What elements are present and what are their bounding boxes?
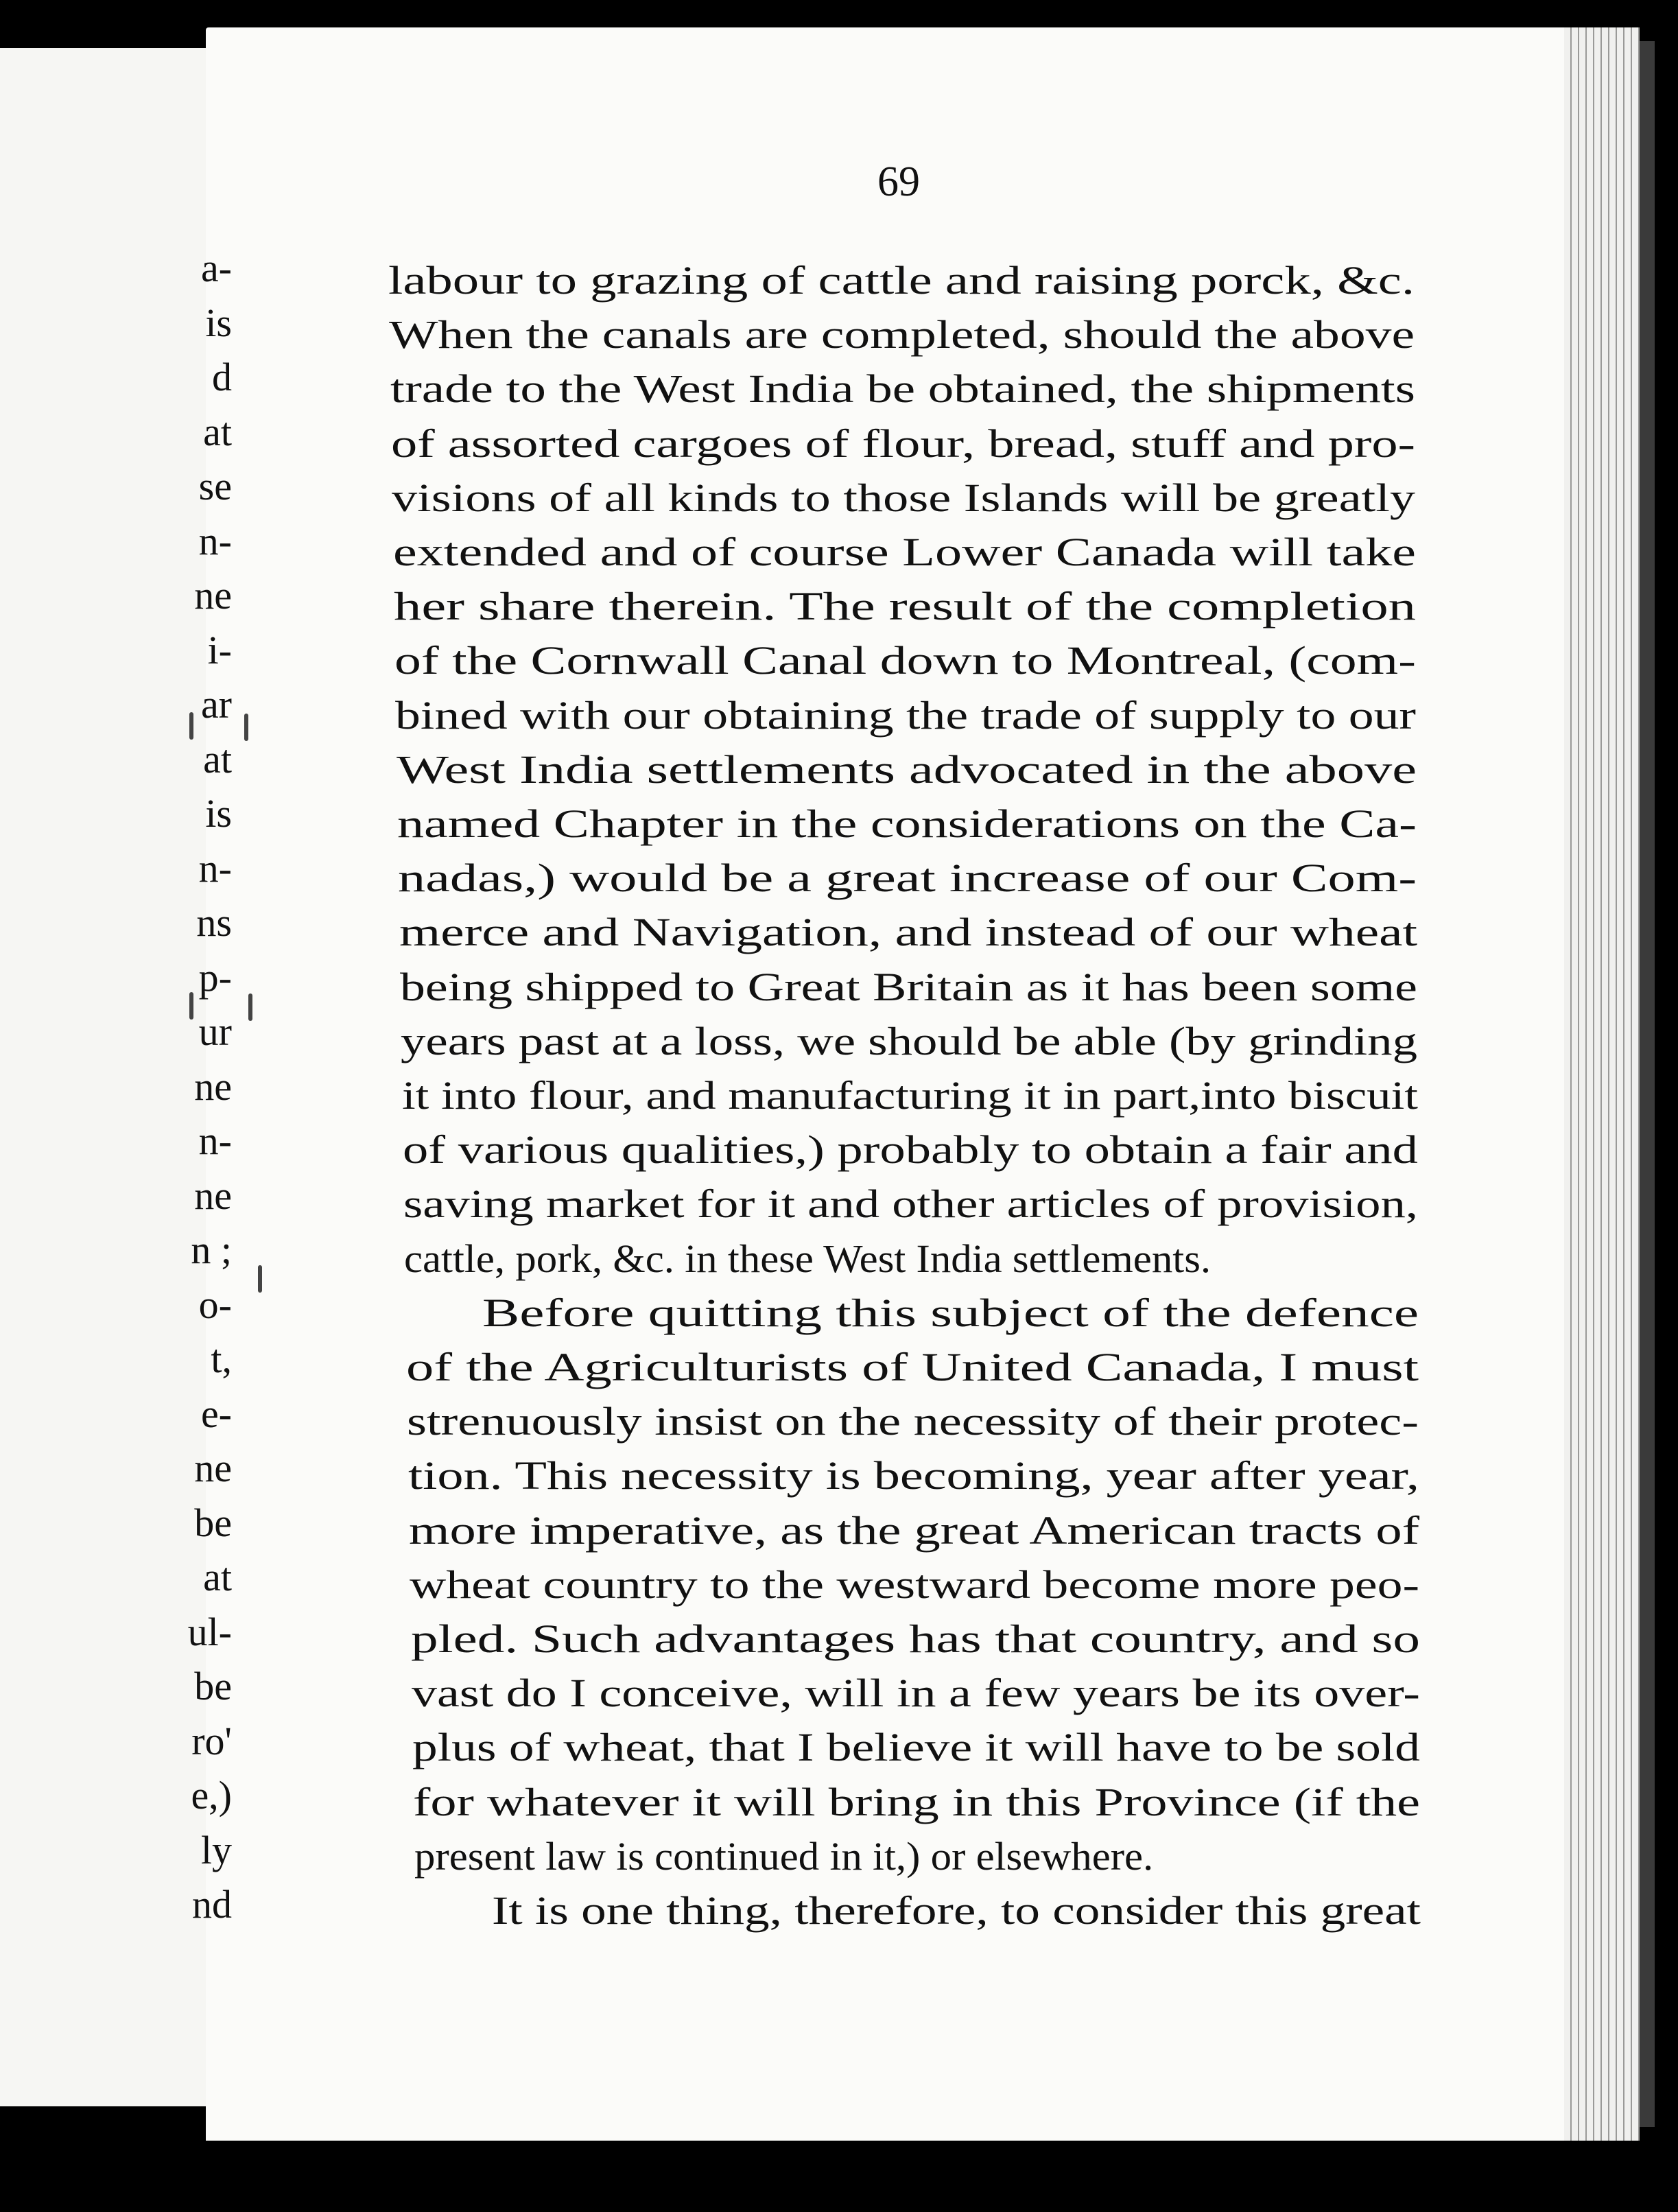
margin-mark [189, 712, 193, 740]
left-page-line-fragment: t, [211, 1337, 232, 1381]
left-page-line-fragment: i- [207, 627, 232, 672]
text-line: saving market for it and other articles of provision, [403, 1181, 1419, 1227]
left-page-line-fragment: be [194, 1664, 232, 1708]
text-line: for whatever it will bring in this Province (if the [413, 1779, 1421, 1824]
text-line: cattle, pork, &c. in these West India settlements. [404, 1236, 1212, 1281]
text-line: years past at a loss, we should be able (by grinding [401, 1018, 1418, 1063]
text-line: extended and of course Lower Canada will take [392, 530, 1416, 574]
left-page-line-fragment: p- [198, 954, 232, 1000]
left-page-line-fragment: at [203, 1555, 232, 1599]
text-line: vast do I conceive, will in a few years be its over- [411, 1671, 1420, 1716]
text-line: strenuously insist on the necessity of their protec- [407, 1399, 1419, 1444]
text-line: trade to the West India be obtained, the shipments [390, 366, 1415, 412]
left-page-line-fragment: ur [198, 1009, 232, 1054]
text-line: When the canals are completed, should the above [389, 312, 1415, 357]
margin-mark [244, 714, 248, 741]
text-line: merce and Navigation, and instead of our wheat [399, 910, 1417, 955]
text-line: It is one thing, therefore, to consider this great [492, 1888, 1421, 1933]
left-page-line-fragment: e- [200, 1391, 232, 1436]
text-line: present law is continued in it,) or elsewhere. [414, 1833, 1153, 1879]
left-page-line-fragment: is [205, 791, 232, 836]
left-page-line-fragment: d [212, 355, 232, 399]
text-line: being shipped to Great Britain as it has been some [399, 964, 1417, 1009]
text-line: labour to grazing of cattle and raising porck, &c. [388, 258, 1415, 303]
left-page-line-fragment: n- [198, 1118, 232, 1163]
left-page-line-fragment: at [203, 736, 232, 781]
left-page-line-fragment: nd [192, 1882, 232, 1927]
text-line: of the Cornwall Canal down to Montreal, (com- [394, 638, 1417, 683]
margin-mark [189, 992, 193, 1020]
text-line: of assorted cargoes of flour, bread, stuff and pro- [390, 421, 1415, 466]
text-line: tion. This necessity is becoming, year after year, [407, 1453, 1419, 1498]
text-line: wheat country to the westward become more peo- [410, 1562, 1420, 1607]
margin-mark [258, 1265, 262, 1293]
text-line: named Chapter in the considerations on the Ca- [397, 801, 1417, 846]
left-page-line-fragment: e,) [191, 1773, 232, 1817]
left-page-line-fragment: ne [194, 1063, 232, 1109]
left-page-line-fragment: ul- [187, 1609, 232, 1654]
left-page-line-fragment: se [198, 464, 232, 508]
left-page-line-fragment: ro' [191, 1718, 232, 1763]
left-page-line-fragment: ne [194, 1446, 232, 1490]
left-page-line-fragment: ar [200, 682, 232, 727]
left-page-line-fragment: n- [198, 518, 232, 563]
text-line: it into flour, and manufacturing it in part,into biscuit [401, 1073, 1418, 1118]
page-number: 69 [877, 158, 920, 205]
text-line: plus of wheat, that I believe it will have to be sold [412, 1725, 1421, 1770]
text-line: Before quitting this subject of the defence [482, 1290, 1419, 1335]
text-line: more imperative, as the great American tracts of [408, 1507, 1419, 1553]
left-page-line-fragment: ly [200, 1827, 232, 1872]
left-page-line-fragment: ne [194, 573, 232, 617]
left-page-line-fragment: at [203, 409, 232, 454]
text-line: bined with our obtaining the trade of supply to our [395, 692, 1417, 738]
text-line: visions of all kinds to those Islands will be greatly [392, 475, 1416, 520]
text-line: nadas,) would be a great increase of our Com- [398, 856, 1417, 901]
left-page-line-fragment: n- [198, 845, 232, 891]
left-page-line-fragment: ne [194, 1173, 232, 1218]
left-page-line-fragment: o- [198, 1282, 232, 1327]
left-page-line-fragment: a- [200, 246, 232, 290]
text-line: of various qualities,) probably to obtain a fair and [402, 1127, 1418, 1173]
left-page-line-fragment: ns [196, 900, 232, 945]
left-page-line-fragment: be [194, 1500, 232, 1545]
margin-mark [248, 993, 252, 1021]
text-line: West India settlements advocated in the above [396, 746, 1417, 792]
text-line: pled. Such advantages has that country, and so [410, 1616, 1420, 1661]
text-line: her share therein. The result of the completion [393, 584, 1416, 629]
page-edge-stack [1564, 27, 1640, 2141]
page-edge-shadow [1640, 41, 1655, 2127]
text-line: of the Agriculturists of United Canada, I must [406, 1345, 1419, 1389]
left-page-line-fragment: is [205, 300, 232, 345]
left-page-line-fragment: n ; [191, 1227, 232, 1272]
